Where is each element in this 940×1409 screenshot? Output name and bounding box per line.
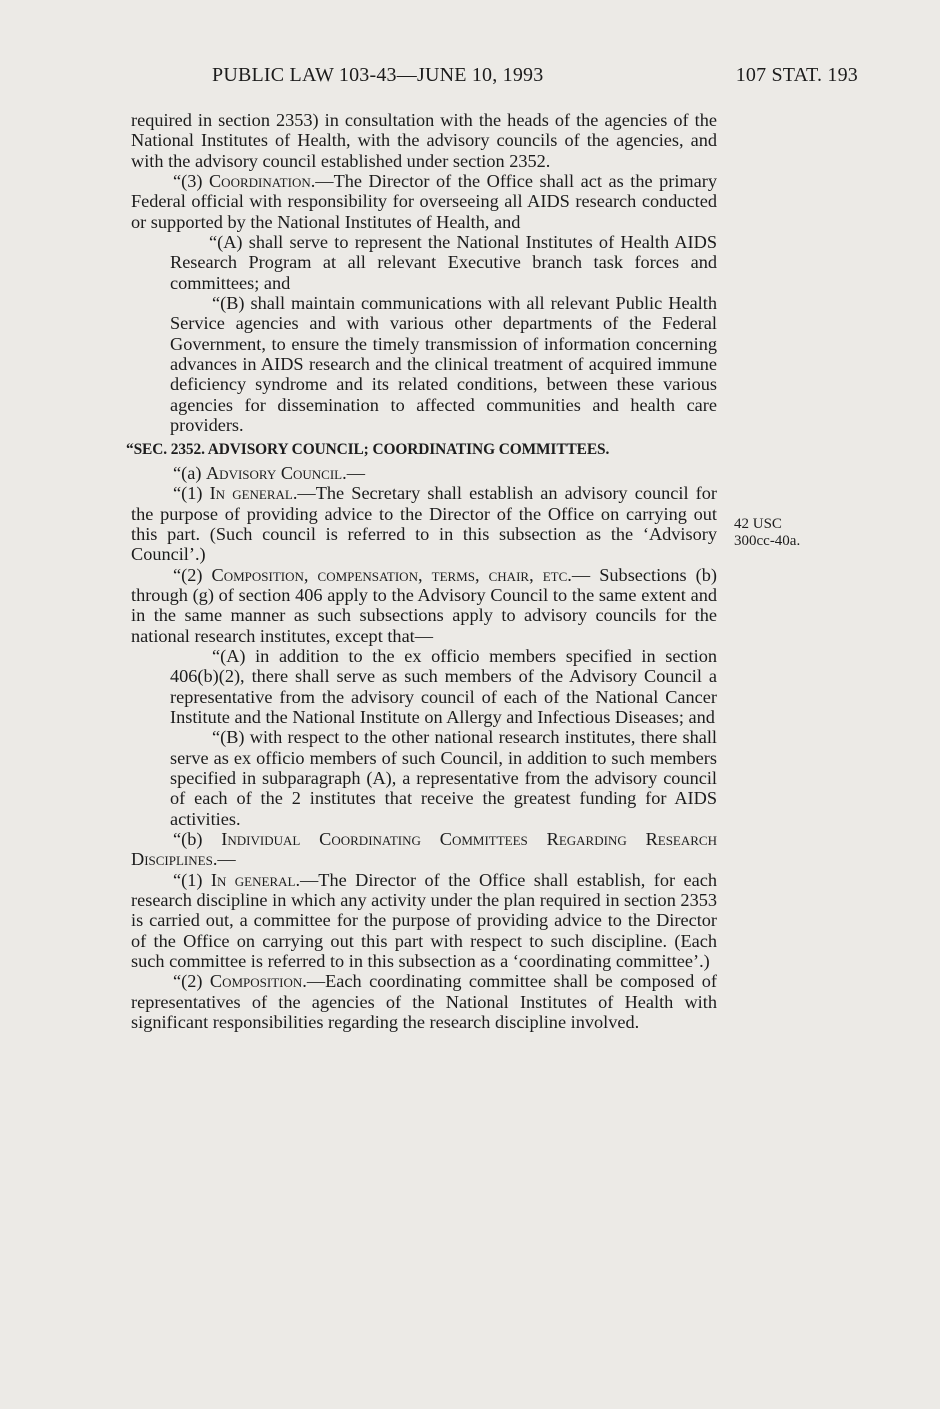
paragraph-text: .—Each coordinating committee shall be composed of representatives of the agencies of the National Institutes of Health with significant responsibilities regarding the research discipline involved. — [131, 971, 717, 1033]
subsection-heading: Individual Coordinating Committees Regarding Research Disciplines — [131, 829, 717, 870]
paragraph-text: .—The Director of the Office shall establish, for each research discipline in which any activity under the plan required in section 2353 is carried out, a committee for the purpose of providing advice to the Director of the Office on carrying out this part with respect to such discipline. (Each such committee is referred to in this subsection as a ‘coordinating committee’.) — [131, 869, 717, 972]
paragraph-text: .—The Director of the Office shall act as the primary Federal official with responsibility for overseeing all AIDS research conducted or supported by the National Institutes of Health, and — [131, 171, 717, 232]
statute-body — [126, 110, 717, 1033]
page-citation: 107 STAT. 193 — [735, 64, 858, 86]
subparagraph-a2A — [170, 646, 717, 727]
section-heading: “SEC. 2352. ADVISORY COUNCIL; COORDINATING COMMITTEES. — [126, 440, 610, 458]
paragraph-heading: In general — [209, 483, 293, 504]
subparagraph-B — [170, 293, 717, 435]
subparagraph-text: “(A) shall serve to represent the National Institutes of Health AIDS Research Program at all relevant Executive branch task forces and committees; and — [170, 232, 717, 293]
subsection-number: “(a) — [173, 462, 206, 483]
margin-citation — [734, 516, 800, 550]
subparagraph-text: “(A) in addition to the ex officio members specified in section 406(b)(2), there shall serve as such members of the Advisory Council a representative from the advisory council of each of the National Cancer Institute and the National Institute on Allergy and Infectious Diseases; and — [170, 645, 717, 727]
paragraph-text: .— Subsections (b) through (g) of section 406 apply to the Advisory Council to the same extent and in the same manner as such subsections apply to advisory councils for the national research institutes, except that— — [131, 564, 717, 646]
subsection-a-heading — [131, 463, 717, 483]
paragraph-continuation: required in section 2353) in consultation with the heads of the agencies of the National Institutes of Health, with the advisory councils of the agencies, and with the advisory council established under section 2352. — [131, 110, 717, 171]
paragraph-number: “(2) — [173, 971, 210, 992]
paragraph-b2 — [131, 971, 717, 1032]
paragraph-number: “(3) — [173, 171, 209, 192]
subsection-dash: .— — [342, 462, 365, 483]
margin-citation-line-2: 300cc-40a. — [734, 533, 801, 549]
subsection-heading: Advisory Council — [205, 462, 343, 483]
subparagraph-A — [170, 232, 717, 293]
running-header-title: PUBLIC LAW 103-43—JUNE 10, 1993 — [212, 64, 544, 86]
subsection-b-heading — [131, 829, 717, 870]
paragraph-heading: Composition, compensation, terms, chair, etc — [211, 564, 568, 585]
paragraph-number: “(1) — [173, 483, 210, 504]
subsection-number: “(b) — [173, 829, 222, 850]
paragraph-a1 — [131, 483, 717, 564]
paragraph-b1 — [131, 870, 717, 972]
paragraph-heading: Coordination — [208, 171, 311, 192]
subparagraph-text: “(B) shall maintain communications with all relevant Public Health Service agencies and with various other departments of the Federal Government, to ensure the timely transmission of information concerning advances in AIDS research and the clinical treatment of acquired immune deficiency syndrome and its related conditions, between these various agencies for dissemination to affected communities and health care providers. — [170, 293, 717, 436]
subparagraph-text: “(B) with respect to the other national research institutes, there shall serve as ex officio members of such Council, in addition to such members specified in subparagraph (A), a representative from the advisory council of each of the 2 institutes that receive the greatest funding for AIDS activities. — [170, 727, 717, 829]
paragraph-text: .—The Secretary shall establish an advisory council for the purpose of providing advice to the Director of the Office on carrying out this part. (Such council is referred to in this subsection as the ‘Advisory Council’.) — [131, 483, 717, 565]
paragraph-a2 — [131, 565, 717, 646]
paragraph-number: “(1) — [173, 869, 211, 890]
subparagraph-a2B — [170, 727, 717, 829]
margin-citation-line-1: 42 USC — [734, 516, 782, 532]
paragraph-3-coordination — [131, 171, 717, 232]
paragraph-heading: Composition — [209, 971, 303, 992]
paragraph-heading: In general — [210, 869, 296, 890]
subsection-dash: .— — [212, 849, 236, 870]
paragraph-number: “(2) — [173, 564, 212, 585]
